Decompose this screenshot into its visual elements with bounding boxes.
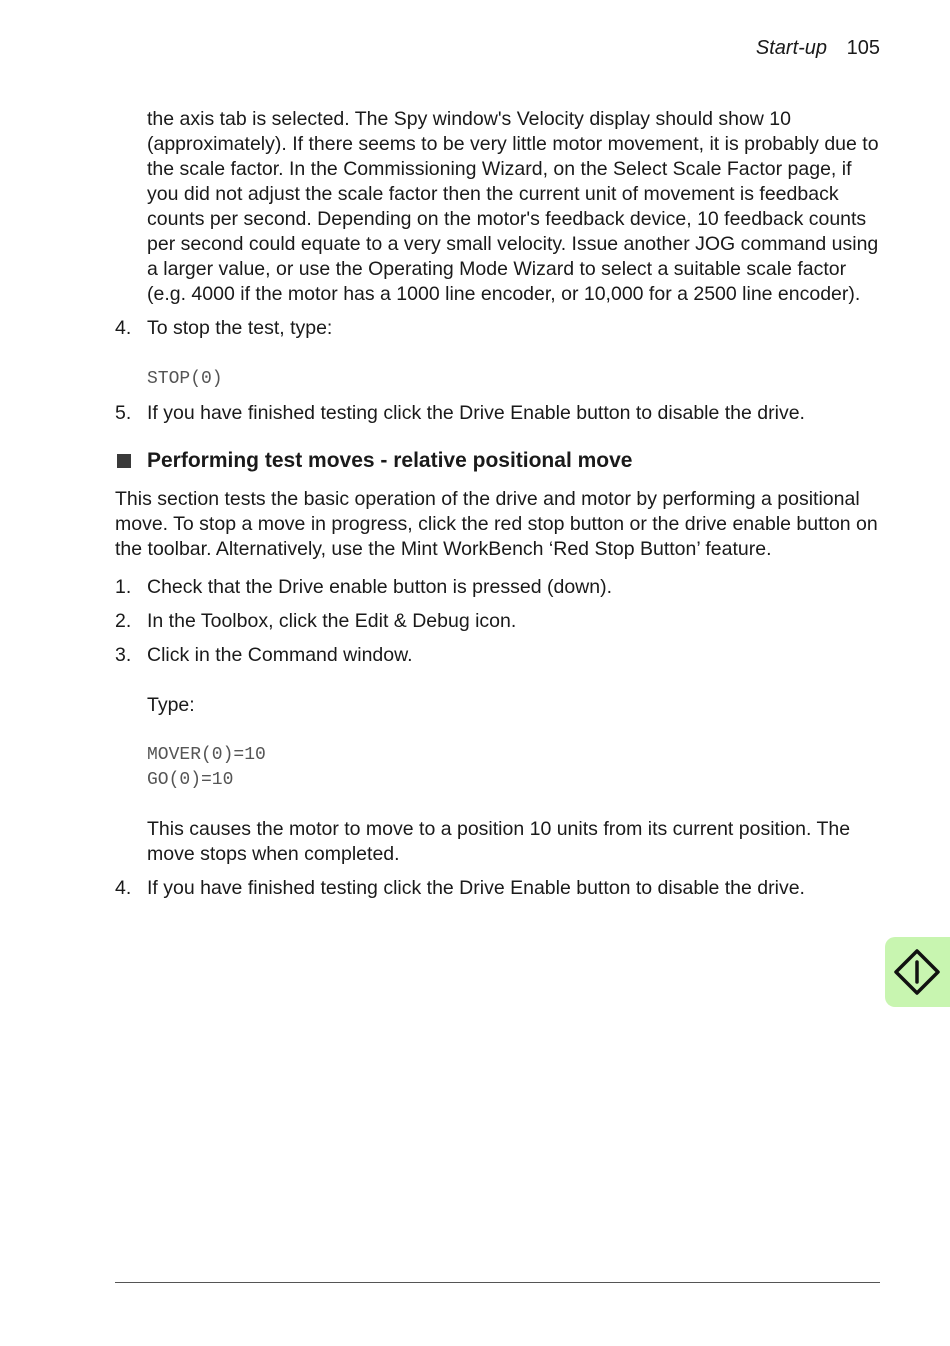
step-number: 5. [115,402,132,424]
square-bullet-icon [117,454,131,468]
step-text: If you have finished testing click the Drive Enable button to disable the drive. [147,402,805,424]
section-intro: This section tests the basic operation of the drive and motor by performing a positional move. To stop a move in progress, click the red stop button or the drive enable button on the toolbar. Alternatively, use the Mint WorkBench ‘Red Stop Button’ feature. [115,488,878,560]
step-number: 1. [115,576,132,598]
section-heading-text: Performing test moves - relative positional move [147,449,633,472]
move-result-paragraph: This causes the motor to move to a position 10 units from its current position. The move stops when completed. [147,818,851,865]
step-number: 4. [115,317,132,339]
list-item [115,876,880,901]
code-move-line: MOVER(0)=10 [147,745,266,765]
step-text: If you have finished testing click the Drive Enable button to disable the drive. [147,877,805,899]
page-header [756,37,880,60]
chapter-tab [885,937,950,1007]
intro-paragraph: the axis tab is selected. The Spy window's Velocity display should show 10 (approximately). If there seems to be very little motor movement, it is probably due to the scale factor. In the Commissioning Wizard, on the Select Scale Factor page, if you did not adjust the scale factor then the current unit of movement is feedback counts per second. Depending on the motor's feedback device, 10 feedback counts per second could equate to a very small velocity. Issue another JOG command using a larger value, or use the Operating Mode Wizard to select a suitable scale factor (e.g. 4000 if the motor has a 1000 line encoder, or 10,000 for a 2500 line encoder). [147,108,879,305]
list-item [115,575,880,600]
code-move-line: GO(0)=10 [147,770,234,790]
page-number: 105 [846,37,880,59]
list-item [115,401,880,426]
step-number: 2. [115,610,132,632]
step-text: To stop the test, type: [147,317,333,339]
section-heading [115,448,880,474]
page-content [115,107,880,901]
step-text: In the Toolbox, click the Edit & Debug icon. [147,610,517,632]
step-text: Click in the Command window. [147,644,413,666]
list-item [115,609,880,634]
step-number: 3. [115,644,132,666]
type-label: Type: [147,694,195,716]
list-item [115,643,880,668]
step-text: Check that the Drive enable button is pressed (down). [147,576,613,598]
code-stop: STOP(0) [147,369,223,389]
start-up-icon [893,948,941,996]
step-number: 4. [115,877,132,899]
header-section-title: Start-up [755,37,828,59]
list-item [115,316,880,341]
footer-divider [115,1282,880,1283]
